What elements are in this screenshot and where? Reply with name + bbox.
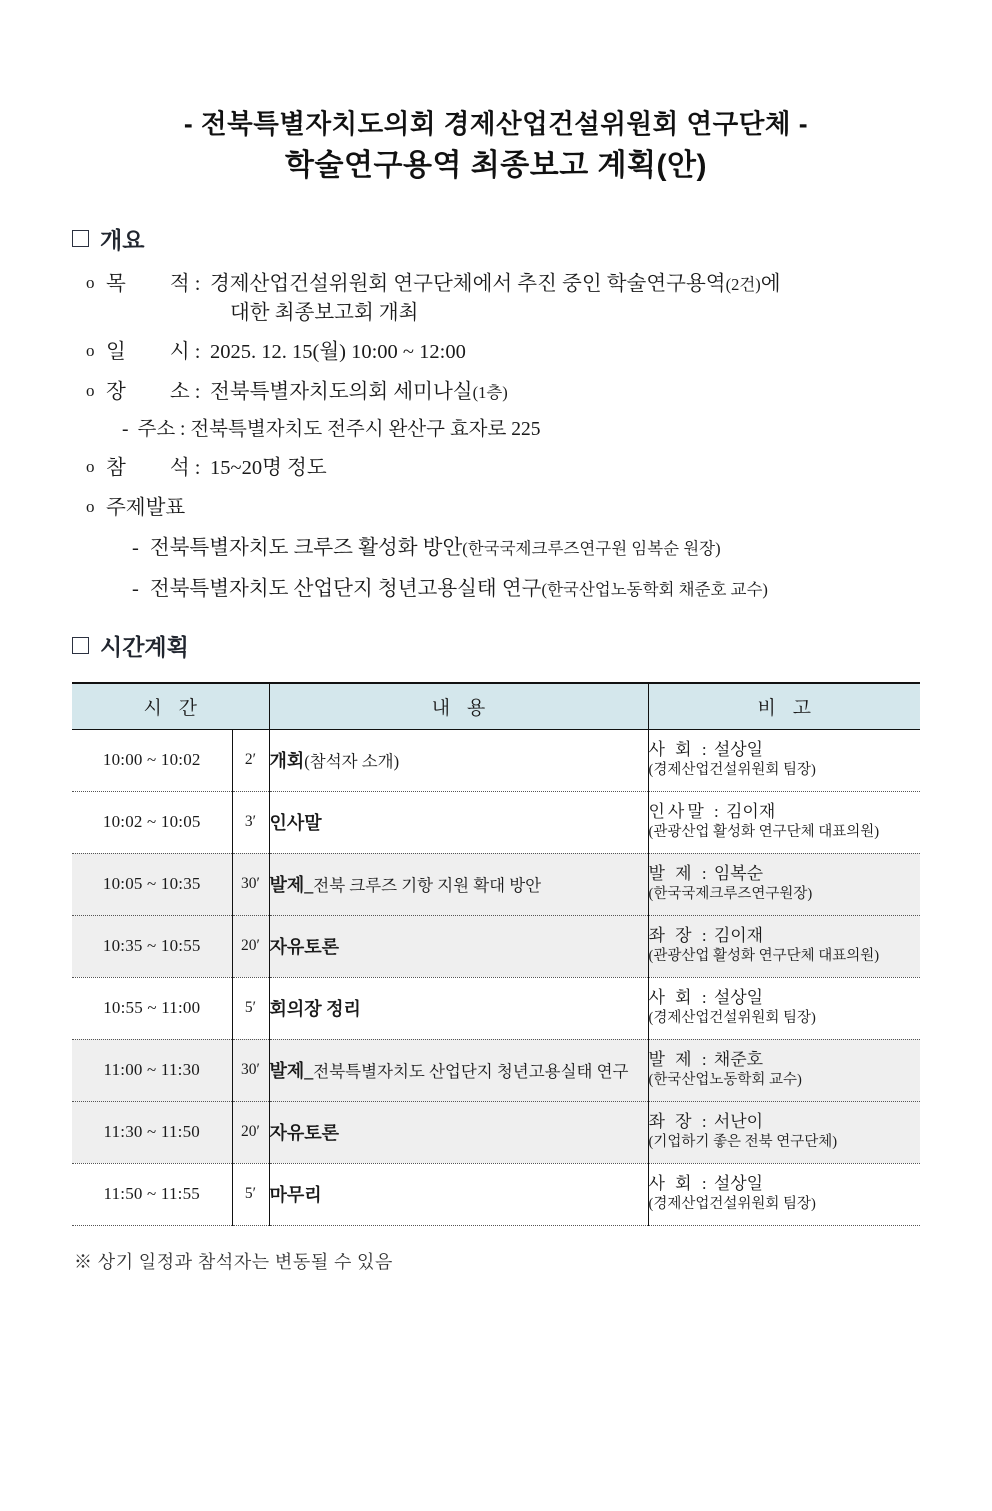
cell-time: 10:35 ~ 10:55 xyxy=(72,915,232,977)
cell-note xyxy=(648,853,920,915)
cell-note-role: 좌 장 : xyxy=(648,926,710,946)
cell-note-main xyxy=(649,987,921,1009)
cell-time: 11:50 ~ 11:55 xyxy=(72,1163,232,1225)
cell-content xyxy=(269,1101,648,1163)
cell-note-person: 설상일 xyxy=(713,1174,764,1194)
overview-item-purpose-tail: 에 xyxy=(760,273,781,296)
cell-duration: 5′ xyxy=(232,977,269,1039)
overview-item-venue-floor: (1층) xyxy=(472,383,508,403)
overview-item-presentations-label: 주제발표 xyxy=(106,496,186,519)
overview-item-attendance-value: 15~20명 정도 xyxy=(210,457,327,479)
schedule-table-wrapper xyxy=(72,682,920,1226)
cell-note xyxy=(648,1101,920,1163)
overview-item-datetime-label: 일 시 : xyxy=(106,341,201,364)
cell-note-affiliation: (경제산업건설위원회 팀장) xyxy=(648,1196,816,1213)
presentation-item-title: 전북특별자치도 산업단지 청년고용실태 연구 xyxy=(149,577,542,600)
title-line-1: - 전북특별자치도의회 경제산업건설위원회 연구단체 - xyxy=(183,109,809,139)
cell-duration: 20′ xyxy=(232,1101,269,1163)
cell-note-affiliation: (한국산업노동학회 교수) xyxy=(648,1072,802,1089)
section-heading-schedule-label: 시간계획 xyxy=(100,633,189,660)
cell-note-main xyxy=(649,925,921,947)
overview-list xyxy=(86,271,992,602)
cell-duration: 20′ xyxy=(232,915,269,977)
cell-content-lead: 회의장 정리 xyxy=(269,998,361,1019)
cell-content-lead: 발제_ xyxy=(269,1060,314,1081)
footnote: ※ 상기 일정과 참석자는 변동될 수 있음 xyxy=(74,1251,394,1272)
overview-item-address-text: 주소 : 전북특별자치도 전주시 완산구 효자로 225 xyxy=(137,418,541,440)
document-page xyxy=(0,108,992,1511)
cell-note-person: 김이재 xyxy=(713,926,764,946)
square-bullet-icon xyxy=(72,637,89,654)
cell-content-lead: 개회 xyxy=(269,750,305,771)
cell-note-main xyxy=(649,1173,921,1195)
cell-time: 10:55 ~ 11:00 xyxy=(72,977,232,1039)
cell-content xyxy=(269,915,648,977)
cell-content xyxy=(269,791,648,853)
cell-note-person: 설상일 xyxy=(713,988,764,1008)
cell-note-person: 서난이 xyxy=(713,1112,764,1132)
cell-content-tail: (참석자 소개) xyxy=(304,751,400,771)
cell-note-role: 발 제 : xyxy=(648,864,710,884)
cell-note-affiliation: (한국국제크루즈연구원장) xyxy=(648,886,813,903)
list-marker: o xyxy=(86,273,95,293)
table-header-row xyxy=(72,683,920,730)
cell-time: 10:05 ~ 10:35 xyxy=(72,853,232,915)
presentation-item xyxy=(132,576,992,603)
cell-note-affiliation: (경제산업건설위원회 팀장) xyxy=(648,762,816,779)
dash-marker: - xyxy=(132,537,139,560)
document-title xyxy=(0,108,992,186)
presentation-item-title: 전북특별자치도 크루즈 활성화 방안 xyxy=(149,537,463,560)
section-heading-overview-label: 개요 xyxy=(100,227,145,254)
cell-note-role: 사 회 : xyxy=(648,740,710,760)
overview-item-datetime-body xyxy=(106,339,992,366)
cell-note-affiliation: (기업하기 좋은 전북 연구단체) xyxy=(648,1134,838,1151)
overview-item-address xyxy=(122,417,992,442)
title-line-2: 학술연구용역 최종보고 계획(안) xyxy=(285,148,707,182)
cell-time: 11:00 ~ 11:30 xyxy=(72,1039,232,1101)
cell-note-person: 임복순 xyxy=(713,864,764,884)
overview-item-purpose-text-line2: 대한 최종보고회 개최 xyxy=(230,301,419,324)
list-marker: o xyxy=(86,381,95,401)
section-heading-schedule xyxy=(72,629,992,662)
cell-content xyxy=(269,853,648,915)
cell-content-lead: 자유토론 xyxy=(269,1122,340,1143)
dash-marker: - xyxy=(132,577,139,600)
cell-note-affiliation: (경제산업건설위원회 팀장) xyxy=(648,1010,816,1027)
dash-marker: - xyxy=(122,418,129,440)
cell-duration: 3′ xyxy=(232,791,269,853)
cell-content-lead: 마무리 xyxy=(269,1184,322,1205)
schedule-table-body xyxy=(72,729,920,1225)
list-marker: o xyxy=(86,457,95,476)
cell-duration: 5′ xyxy=(232,1163,269,1225)
cell-content-lead: 발제_ xyxy=(269,874,314,895)
table-row xyxy=(72,853,920,915)
list-marker: o xyxy=(86,496,95,516)
cell-note xyxy=(648,729,920,791)
presentation-item-speaker: (한국국제크루즈연구원 임복순 원장) xyxy=(462,539,721,559)
cell-note-main xyxy=(649,1049,921,1071)
overview-item-attendance-label: 참 석 : xyxy=(106,457,201,479)
table-row xyxy=(72,1039,920,1101)
cell-note-person: 설상일 xyxy=(713,740,764,760)
schedule-table-head xyxy=(72,683,920,730)
table-row xyxy=(72,729,920,791)
overview-item-purpose-body xyxy=(106,271,992,326)
cell-note xyxy=(648,1039,920,1101)
cell-note-role: 사 회 : xyxy=(648,988,710,1008)
overview-item-purpose xyxy=(86,271,992,326)
cell-note-role: 좌 장 : xyxy=(648,1112,710,1132)
presentation-item xyxy=(132,535,992,562)
cell-content xyxy=(269,1039,648,1101)
cell-note-affiliation: (관광산업 활성화 연구단체 대표의원) xyxy=(648,824,880,841)
column-header-content: 내 용 xyxy=(269,683,648,730)
cell-content-lead: 자유토론 xyxy=(269,936,340,957)
overview-item-attendance xyxy=(86,455,992,482)
presentation-item-speaker: (한국산업노동학회 채준호 교수) xyxy=(541,579,768,599)
cell-note xyxy=(648,915,920,977)
overview-item-venue-label: 장 소 : xyxy=(106,381,201,404)
column-header-time: 시 간 xyxy=(72,683,269,730)
cell-content xyxy=(269,1163,648,1225)
cell-note xyxy=(648,791,920,853)
overview-item-purpose-label: 목 적 : xyxy=(106,273,201,296)
schedule-table xyxy=(72,682,920,1226)
overview-item-venue-body xyxy=(106,379,992,406)
cell-note-main xyxy=(649,863,921,885)
overview-item-datetime xyxy=(86,339,992,366)
overview-item-attendance-body xyxy=(106,455,992,482)
cell-time: 11:30 ~ 11:50 xyxy=(72,1101,232,1163)
table-row xyxy=(72,791,920,853)
cell-content-tail: 전북특별자치도 산업단지 청년고용실태 연구 xyxy=(313,1061,629,1081)
cell-content-lead: 인사말 xyxy=(269,812,322,833)
cell-note-affiliation: (관광산업 활성화 연구단체 대표의원) xyxy=(648,948,880,965)
overview-item-purpose-text: 경제산업건설위원회 연구단체에서 추진 중인 학술연구용역 xyxy=(210,273,726,296)
cell-time: 10:02 ~ 10:05 xyxy=(72,791,232,853)
cell-note xyxy=(648,977,920,1039)
cell-note xyxy=(648,1163,920,1225)
cell-duration: 30′ xyxy=(232,853,269,915)
cell-content-tail: 전북 크루즈 기항 지원 확대 방안 xyxy=(313,875,542,895)
cell-content xyxy=(269,977,648,1039)
overview-item-datetime-value: 2025. 12. 15(월) 10:00 ~ 12:00 xyxy=(210,341,466,364)
cell-note-main xyxy=(649,1111,921,1133)
cell-note-main xyxy=(649,739,921,761)
overview-item-presentations xyxy=(86,495,992,522)
column-header-note: 비 고 xyxy=(648,683,920,730)
list-marker: o xyxy=(86,341,95,361)
overview-item-venue xyxy=(86,379,992,406)
cell-note-person: 김이재 xyxy=(726,802,776,822)
overview-item-venue-value: 전북특별자치도의회 세미나실 xyxy=(210,381,473,404)
table-row xyxy=(72,915,920,977)
cell-note-role: 사 회 : xyxy=(648,1174,710,1194)
table-row xyxy=(72,1101,920,1163)
cell-content xyxy=(269,729,648,791)
cell-note-role: 발 제 : xyxy=(648,1050,710,1070)
table-row xyxy=(72,977,920,1039)
square-bullet-icon xyxy=(72,230,89,247)
cell-note-role: 인사말 : xyxy=(648,802,722,822)
cell-duration: 30′ xyxy=(232,1039,269,1101)
table-row xyxy=(72,1163,920,1225)
section-heading-overview xyxy=(72,222,992,255)
overview-item-purpose-count: (2건) xyxy=(725,275,761,295)
cell-note-person: 채준호 xyxy=(713,1050,764,1070)
cell-duration: 2′ xyxy=(232,729,269,791)
cell-note-main xyxy=(649,801,921,823)
cell-time: 10:00 ~ 10:02 xyxy=(72,729,232,791)
